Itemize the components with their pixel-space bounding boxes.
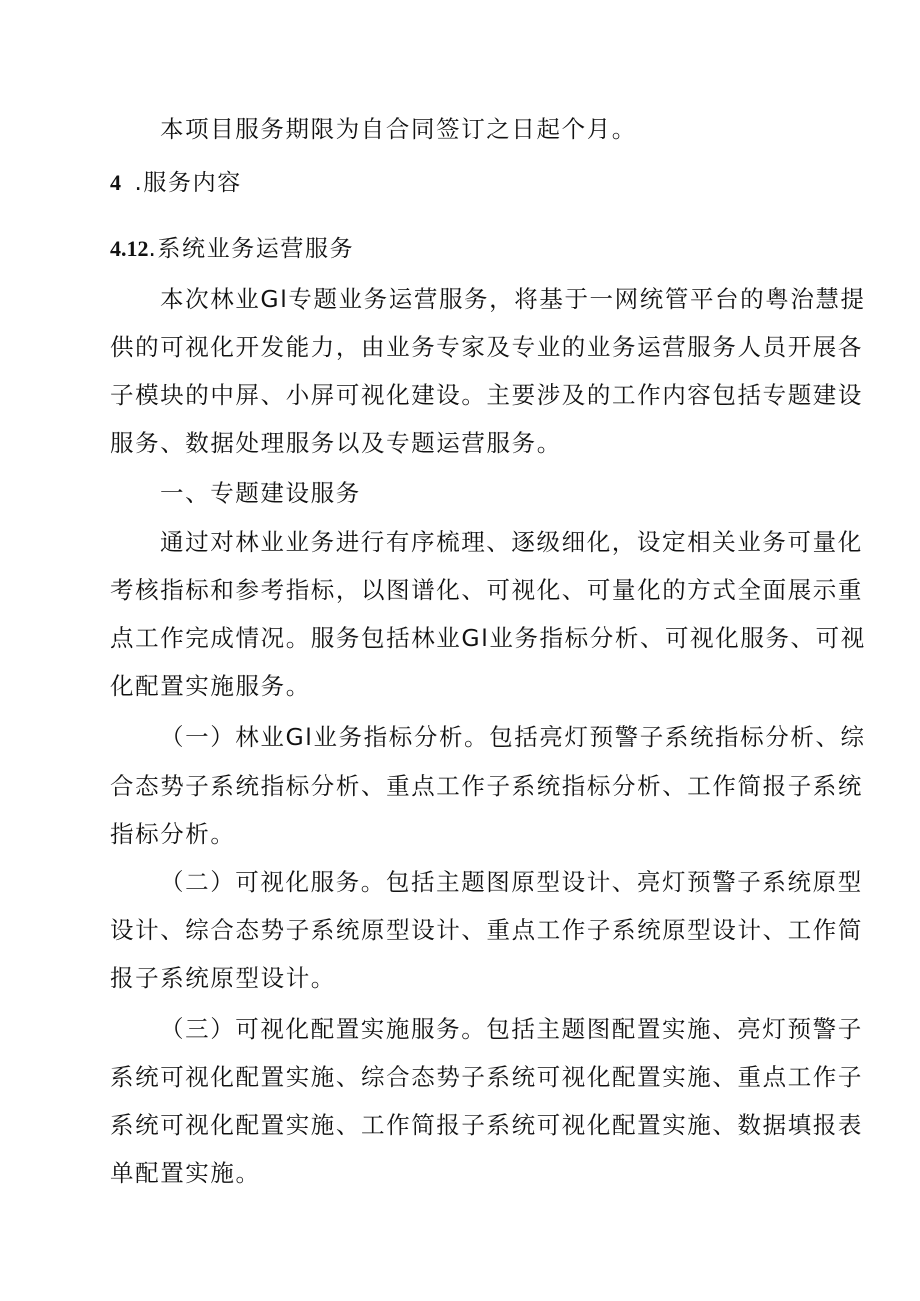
subheading-project-construction: 一、专题建设服务	[160, 479, 361, 507]
item-1-line: 指标分析。	[110, 820, 236, 848]
paragraph-line: 点工作完成情况。服务包括林业Gl业务指标分析、可视化服务、可视	[110, 624, 866, 652]
paragraph-line: 化配置实施服务。	[110, 672, 311, 700]
intro-line: 本次林业Gl专题业务运营服务，将基于一网统管平台的粤治慧提	[160, 285, 866, 313]
item-3-line: 系统可视化配置实施、综合态势子系统可视化配置实施、重点工作子	[110, 1063, 863, 1091]
item-2-line: 报子系统原型设计。	[110, 964, 336, 992]
item-3-line: 系统可视化配置实施、工作简报子系统可视化配置实施、数据填报表	[110, 1111, 863, 1139]
section-4-12-number: 4.12	[110, 236, 149, 261]
item-1-line: （一）林业Gl业务指标分析。包括亮灯预警子系统指标分析、综	[160, 723, 866, 751]
service-period-text: 本项目服务期限为自合同签订之日起个月。	[160, 115, 637, 143]
item-2-line: 设计、综合态势子系统原型设计、重点工作子系统原型设计、工作简	[110, 916, 863, 944]
paragraph-line: 通过对林业业务进行有序梳理、逐级细化，设定相关业务可量化	[160, 528, 863, 556]
section-4-12-title: .系统业务运营服务	[148, 236, 355, 262]
paragraph-line: 考核指标和参考指标，以图谱化、可视化、可量化的方式全面展示重	[110, 576, 863, 604]
section-4-number: 4	[110, 170, 121, 195]
item-2-line: （二）可视化服务。包括主题图原型设计、亮灯预警子系统原型	[160, 868, 863, 896]
item-1-line: 合态势子系统指标分析、重点工作子系统指标分析、工作简报子系统	[110, 772, 863, 800]
section-4-heading	[110, 168, 242, 198]
intro-line: 供的可视化开发能力，由业务专家及专业的业务运营服务人员开展各	[110, 333, 863, 361]
section-4-title: .服务内容	[134, 170, 242, 196]
item-3-line: （三）可视化配置实施服务。包括主题图配置实施、亮灯预警子	[160, 1015, 863, 1043]
intro-line: 服务、数据处理服务以及专题运营服务。	[110, 429, 562, 457]
intro-line: 子模块的中屏、小屏可视化建设。主要涉及的工作内容包括专题建设	[110, 381, 863, 409]
item-3-line: 单配置实施。	[110, 1159, 261, 1187]
section-4-12-heading	[110, 234, 354, 264]
